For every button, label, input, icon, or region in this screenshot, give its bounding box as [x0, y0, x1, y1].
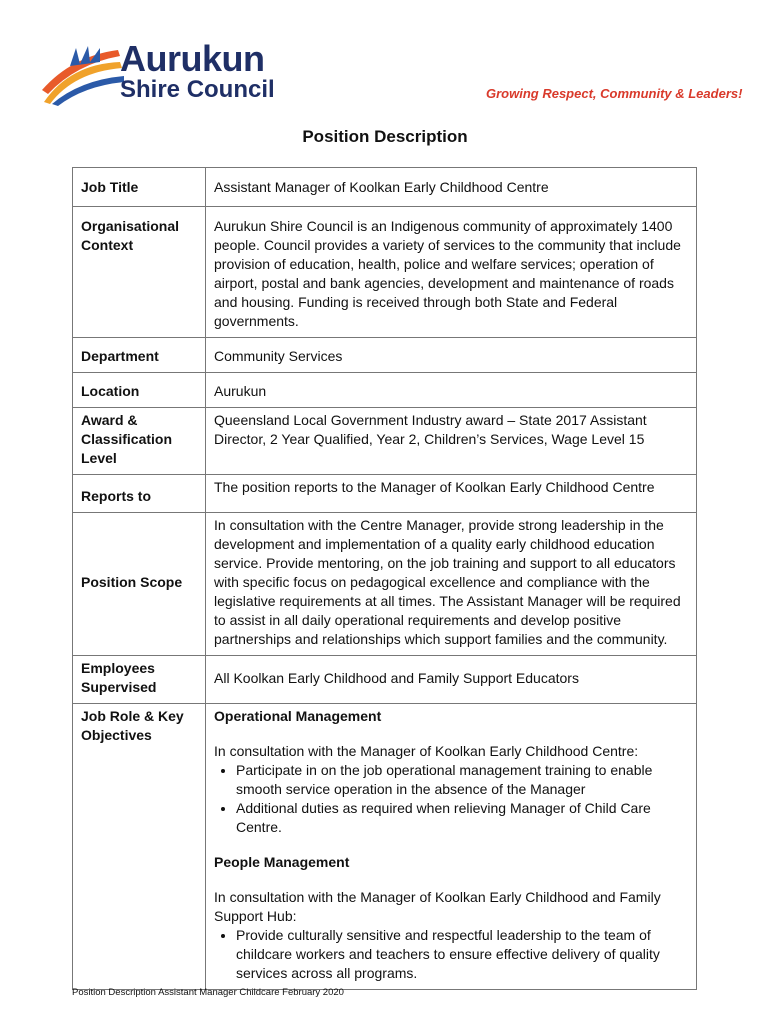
row-value	[206, 704, 697, 990]
table-row-job-role	[73, 704, 697, 990]
logo-wordmark-line2: Shire Council	[120, 76, 275, 103]
row-value: In consultation with the Centre Manager, provide strong leadership in the development and implementation of a quality early childhood education service. Provide mentoring, on the job training and support to all educators with specific focus on pedagogical excellence and compliance with the legislative requirements at all times. The Assistant Manager will be required to assist in all daily operational requirements and develop positive partnerships and relationships which support families and the community.	[206, 513, 697, 656]
row-label: Job Role & Key Objectives	[73, 704, 206, 990]
tagline: Growing Respect, Community & Leaders!	[486, 86, 743, 101]
list-item: • Participate in on the job operational management training to enable smooth service operation in the absence of the Manager	[236, 761, 690, 799]
people-bullet-list	[214, 926, 690, 983]
row-value: Queensland Local Government Industry award – State 2017 Assistant Director, 2 Year Qualified, Year 2, Children’s Services, Wage Level 15	[206, 408, 697, 475]
people-management-heading: People Management	[214, 854, 350, 870]
row-label: Job Title	[73, 168, 206, 207]
table-row-employees-supervised	[73, 656, 697, 704]
table-row-award	[73, 408, 697, 475]
table-row-location	[73, 373, 697, 408]
table-row-org-context	[73, 207, 697, 338]
operational-intro: In consultation with the Manager of Koolkan Early Childhood Centre:	[214, 743, 639, 759]
page-footer: Position Description Assistant Manager Childcare February 2020	[72, 987, 344, 998]
row-value: Aurukun Shire Council is an Indigenous community of approximately 1400 people. Council provides a variety of services to the community that include provision of education, health, police and welfare services; operation of airport, postal and bank agencies, development and maintenance of roads and housing. Funding is received through both State and Federal governments.	[206, 207, 697, 338]
operational-management-heading: Operational Management	[214, 708, 382, 724]
position-description-table	[72, 167, 697, 990]
row-label: Position Scope	[73, 513, 206, 656]
row-value: Community Services	[206, 338, 697, 373]
sunrise-logo-icon	[40, 46, 130, 108]
table-row-department	[73, 338, 697, 373]
row-label: Organisational Context	[73, 207, 206, 338]
row-label: Employees Supervised	[73, 656, 206, 704]
table-row-reports-to	[73, 475, 697, 513]
list-item: • Additional duties as required when relieving Manager of Child Care Centre.	[236, 799, 690, 837]
operational-bullet-list	[214, 761, 690, 837]
logo-wordmark-line1: Aurukun	[120, 38, 265, 79]
table-row-job-title	[73, 168, 697, 207]
people-intro: In consultation with the Manager of Koolkan Early Childhood and Family Support Hub:	[214, 889, 661, 924]
row-label: Department	[73, 338, 206, 373]
row-value: Aurukun	[206, 373, 697, 408]
row-value: Assistant Manager of Koolkan Early Childhood Centre	[206, 168, 697, 207]
council-logo	[40, 38, 300, 108]
row-label: Award & Classification Level	[73, 408, 206, 475]
row-value: All Koolkan Early Childhood and Family Support Educators	[206, 656, 697, 704]
list-item: • Provide culturally sensitive and respectful leadership to the team of childcare workers and teachers to ensure effective delivery of quality services across all programs.	[236, 926, 690, 983]
row-label: Reports to	[73, 475, 206, 513]
table-row-position-scope	[73, 513, 697, 656]
page-title: Position Description	[302, 127, 468, 146]
row-value: The position reports to the Manager of Koolkan Early Childhood Centre	[206, 475, 697, 513]
row-label: Location	[73, 373, 206, 408]
